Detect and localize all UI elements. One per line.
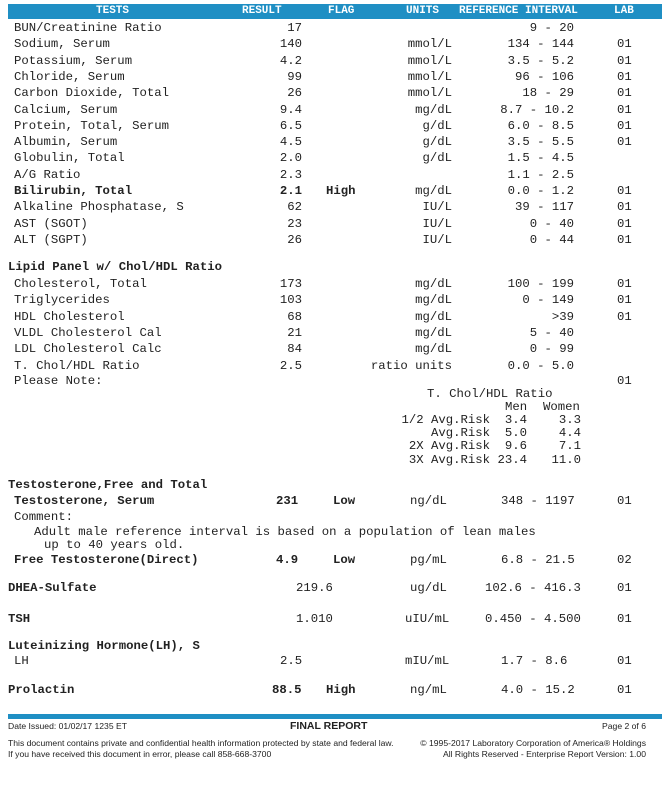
table-row bbox=[0, 150, 670, 166]
table-row bbox=[0, 69, 670, 85]
test-name: Testosterone, Serum bbox=[14, 494, 155, 508]
table-row bbox=[0, 232, 670, 248]
test-name: LDL Cholesterol Calc bbox=[14, 342, 162, 357]
header-flag: FLAG bbox=[328, 5, 355, 17]
result-value: 9.4 bbox=[279, 102, 302, 117]
result-value: 6.5 bbox=[279, 118, 302, 133]
result-value: 21 bbox=[287, 325, 302, 340]
reference-interval: >39 bbox=[551, 309, 574, 324]
testosterone-title: Testosterone,Free and Total bbox=[8, 478, 208, 492]
result-value: 26 bbox=[287, 86, 302, 101]
lipid-panel-heading bbox=[0, 259, 670, 275]
result-value: 1.010 bbox=[296, 612, 333, 626]
header-lab: LAB bbox=[614, 5, 634, 17]
copyright: © 1995-2017 Laboratory Corporation of America® Holdings bbox=[420, 738, 646, 748]
units: g/dL bbox=[422, 118, 452, 133]
risk-label: Avg.Risk bbox=[430, 426, 490, 441]
dhea-row bbox=[0, 580, 670, 596]
units: mg/dL bbox=[415, 184, 452, 198]
lab-code: 01 bbox=[617, 135, 632, 150]
units: IU/L bbox=[422, 200, 452, 215]
table-row bbox=[0, 341, 670, 357]
lab-code: 01 bbox=[617, 654, 632, 668]
final-report-label: FINAL REPORT bbox=[290, 720, 368, 732]
result-value: 4.2 bbox=[279, 53, 302, 68]
units: mg/dL bbox=[415, 342, 452, 357]
reference-interval: 96 - 106 bbox=[514, 69, 574, 84]
reference-interval: 0 - 44 bbox=[529, 232, 574, 247]
table-row bbox=[0, 53, 670, 69]
reference-interval: 1.7 - 8.6 bbox=[501, 654, 568, 668]
result-value: 2.5 bbox=[280, 654, 303, 668]
reference-interval: 8.7 - 10.2 bbox=[500, 102, 574, 117]
table-row bbox=[0, 20, 670, 36]
table-row bbox=[0, 292, 670, 308]
result-value: 140 bbox=[279, 37, 302, 52]
risk-women: 11.0 bbox=[551, 452, 581, 467]
flag: Low bbox=[333, 553, 356, 567]
result-value: 4.5 bbox=[279, 135, 302, 150]
flag: High bbox=[326, 683, 356, 697]
units: mIU/mL bbox=[405, 654, 450, 668]
result-value: 17 bbox=[287, 21, 302, 35]
table-row bbox=[0, 118, 670, 134]
reference-interval: 348 - 1197 bbox=[501, 494, 575, 508]
test-name: LH bbox=[14, 654, 29, 668]
flag: High bbox=[326, 184, 356, 198]
table-row bbox=[0, 199, 670, 215]
units: mmol/L bbox=[407, 37, 452, 52]
testosterone-serum-row bbox=[0, 493, 670, 509]
table-row bbox=[0, 36, 670, 52]
units: ng/mL bbox=[410, 683, 447, 697]
lab-code: 01 bbox=[617, 277, 632, 291]
reference-interval: 5 - 40 bbox=[529, 325, 574, 340]
units: mg/dL bbox=[415, 325, 452, 340]
units: mg/dL bbox=[415, 277, 452, 291]
risk-label: 3X Avg.Risk bbox=[408, 452, 490, 467]
result-value: 103 bbox=[279, 293, 302, 308]
risk-label: 1/2 Avg.Risk bbox=[401, 413, 490, 427]
table-row bbox=[0, 276, 670, 292]
units: IU/L bbox=[422, 232, 452, 247]
note-lab: 01 bbox=[617, 374, 632, 388]
table-row bbox=[0, 85, 670, 101]
reference-interval: 6.0 - 8.5 bbox=[507, 118, 574, 133]
test-name: Calcium, Serum bbox=[14, 102, 118, 117]
test-name: Potassium, Serum bbox=[14, 53, 133, 68]
risk-row bbox=[0, 452, 670, 468]
result-value: 2.3 bbox=[279, 167, 302, 182]
lab-code: 01 bbox=[617, 200, 632, 215]
table-row bbox=[0, 309, 670, 325]
test-name: Chloride, Serum bbox=[14, 69, 125, 84]
result-value: 2.1 bbox=[279, 184, 302, 198]
units: g/dL bbox=[422, 151, 452, 166]
lab-code: 01 bbox=[617, 293, 632, 308]
lab-code: 01 bbox=[617, 232, 632, 247]
result-value: 26 bbox=[287, 232, 302, 247]
units: pg/mL bbox=[410, 553, 447, 567]
table-row bbox=[0, 325, 670, 341]
result-value: 88.5 bbox=[272, 683, 302, 697]
table-row bbox=[0, 358, 670, 374]
lh-row bbox=[0, 653, 670, 669]
error-contact-notice: If you have received this document in error, please call 858-668-3700 bbox=[8, 749, 272, 759]
result-value: 173 bbox=[279, 277, 302, 291]
units: mg/dL bbox=[415, 293, 452, 308]
reference-interval: 4.0 - 15.2 bbox=[501, 683, 575, 697]
test-name: Albumin, Serum bbox=[14, 135, 118, 150]
header-reference-interval: REFERENCE INTERVAL bbox=[459, 5, 578, 17]
test-name: BUN/Creatinine Ratio bbox=[14, 21, 162, 35]
reference-interval: 134 - 144 bbox=[507, 37, 574, 52]
report-version: All Rights Reserved - Enterprise Report Version: 1.00 bbox=[442, 749, 646, 759]
lab-code: 01 bbox=[617, 69, 632, 84]
lh-heading bbox=[0, 638, 670, 654]
reference-interval: 0 - 99 bbox=[529, 342, 574, 357]
reference-interval: 9 - 20 bbox=[529, 21, 574, 35]
date-issued: Date Issued: 01/02/17 1235 ET bbox=[8, 721, 127, 731]
lab-code: 01 bbox=[617, 184, 632, 198]
units: IU/L bbox=[422, 216, 452, 231]
risk-women: 4.4 bbox=[558, 426, 581, 441]
result-value: 219.6 bbox=[296, 581, 333, 595]
reference-interval: 100 - 199 bbox=[507, 277, 574, 291]
result-value: 84 bbox=[287, 342, 302, 357]
risk-men: 5.0 bbox=[504, 426, 527, 441]
units: uIU/mL bbox=[405, 612, 450, 626]
risk-label: 2X Avg.Risk bbox=[408, 439, 490, 454]
lab-code: 01 bbox=[617, 309, 632, 324]
lab-code: 01 bbox=[617, 581, 632, 595]
lab-code: 01 bbox=[617, 86, 632, 101]
result-value: 99 bbox=[287, 69, 302, 84]
units: g/dL bbox=[422, 135, 452, 150]
lab-code: 01 bbox=[617, 683, 632, 697]
test-name: Sodium, Serum bbox=[14, 37, 110, 52]
reference-interval: 3.5 - 5.2 bbox=[507, 53, 574, 68]
test-name: T. Chol/HDL Ratio bbox=[14, 358, 140, 373]
reference-interval: 39 - 117 bbox=[514, 200, 574, 215]
risk-women: 3.3 bbox=[558, 413, 581, 427]
header-units: UNITS bbox=[406, 5, 440, 17]
reference-interval: 6.8 - 21.5 bbox=[501, 553, 575, 567]
test-name: Free Testosterone(Direct) bbox=[14, 553, 199, 567]
result-value: 23 bbox=[287, 216, 302, 231]
footer-divider bbox=[8, 714, 662, 719]
page-number: Page 2 of 6 bbox=[602, 721, 646, 731]
units: mg/dL bbox=[415, 102, 452, 117]
tsh-row bbox=[0, 611, 670, 627]
test-name: DHEA-Sulfate bbox=[8, 581, 97, 595]
units: ug/dL bbox=[410, 581, 447, 595]
confidentiality-notice: This document contains private and confidential health information protected by state and federal law. bbox=[8, 738, 394, 748]
reference-interval: 18 - 29 bbox=[522, 86, 574, 101]
lab-code: 01 bbox=[617, 216, 632, 231]
test-name: Protein, Total, Serum bbox=[14, 118, 169, 133]
table-row bbox=[0, 134, 670, 150]
units: mmol/L bbox=[407, 53, 452, 68]
result-value: 62 bbox=[287, 200, 302, 215]
comment-text-1: Adult male reference interval is based on a population of lean males bbox=[34, 525, 536, 539]
risk-men: 3.4 bbox=[504, 413, 527, 427]
lh-title: Luteinizing Hormone(LH), S bbox=[8, 639, 200, 653]
result-value: 231 bbox=[276, 494, 299, 508]
test-name: AST (SGOT) bbox=[14, 216, 88, 231]
header-result: RESULT bbox=[242, 5, 282, 17]
table-row bbox=[0, 102, 670, 118]
result-value: 2.0 bbox=[279, 151, 302, 166]
testosterone-heading bbox=[0, 477, 670, 493]
comment-label: Comment: bbox=[14, 510, 74, 524]
prolactin-row bbox=[0, 682, 670, 698]
free-testosterone-row bbox=[0, 552, 670, 568]
units: mmol/L bbox=[407, 86, 452, 101]
test-name: Bilirubin, Total bbox=[14, 184, 133, 198]
reference-interval: 0 - 149 bbox=[522, 293, 574, 308]
table-header bbox=[8, 4, 662, 19]
risk-col-women: Women bbox=[543, 400, 580, 414]
units: mmol/L bbox=[407, 69, 452, 84]
result-value: 4.9 bbox=[276, 553, 299, 567]
test-name: ALT (SGPT) bbox=[14, 232, 88, 247]
lab-code: 01 bbox=[617, 37, 632, 52]
comment-row bbox=[0, 509, 670, 525]
table-row bbox=[0, 167, 670, 183]
units: mg/dL bbox=[415, 309, 452, 324]
test-name: VLDL Cholesterol Cal bbox=[14, 325, 162, 340]
lab-code: 01 bbox=[617, 118, 632, 133]
test-name: A/G Ratio bbox=[14, 167, 81, 182]
units: ratio units bbox=[370, 358, 452, 373]
table-row bbox=[0, 183, 670, 199]
result-value: 2.5 bbox=[279, 358, 302, 373]
lipid-panel-title: Lipid Panel w/ Chol/HDL Ratio bbox=[8, 260, 223, 274]
risk-men: 23.4 bbox=[497, 452, 527, 467]
test-name: TSH bbox=[8, 612, 31, 626]
reference-interval: 0 - 40 bbox=[529, 216, 574, 231]
result-value: 68 bbox=[287, 309, 302, 324]
lab-code: 02 bbox=[617, 553, 632, 567]
test-name: HDL Cholesterol bbox=[14, 309, 125, 324]
lab-code: 01 bbox=[617, 53, 632, 68]
units: ng/dL bbox=[410, 494, 447, 508]
comment-text-2: up to 40 years old. bbox=[44, 538, 185, 552]
reference-interval: 0.0 - 5.0 bbox=[507, 358, 574, 373]
header-tests: TESTS bbox=[96, 5, 130, 17]
test-name: Prolactin bbox=[8, 683, 75, 697]
comment-line-2 bbox=[0, 537, 670, 553]
lab-code: 01 bbox=[617, 494, 632, 508]
lab-code: 01 bbox=[617, 102, 632, 117]
test-name: Cholesterol, Total bbox=[14, 277, 147, 291]
reference-interval: 102.6 - 416.3 bbox=[485, 581, 581, 595]
reference-interval: 1.1 - 2.5 bbox=[507, 167, 574, 182]
reference-interval: 3.5 - 5.5 bbox=[507, 135, 574, 150]
flag: Low bbox=[333, 494, 356, 508]
test-name: Globulin, Total bbox=[14, 151, 125, 166]
risk-men: 9.6 bbox=[504, 439, 527, 454]
reference-interval: 1.5 - 4.5 bbox=[507, 151, 574, 166]
risk-col-men: Men bbox=[505, 400, 528, 414]
test-name: Carbon Dioxide, Total bbox=[14, 86, 169, 101]
test-name: Alkaline Phosphatase, S bbox=[14, 200, 184, 215]
reference-interval: 0.0 - 1.2 bbox=[507, 184, 574, 198]
risk-table-title: T. Chol/HDL Ratio bbox=[427, 387, 553, 401]
test-name: Triglycerides bbox=[14, 293, 110, 308]
note-label: Please Note: bbox=[14, 374, 103, 388]
table-row bbox=[0, 216, 670, 232]
reference-interval: 0.450 - 4.500 bbox=[485, 612, 581, 626]
risk-women: 7.1 bbox=[558, 439, 581, 454]
lab-code: 01 bbox=[617, 612, 632, 626]
